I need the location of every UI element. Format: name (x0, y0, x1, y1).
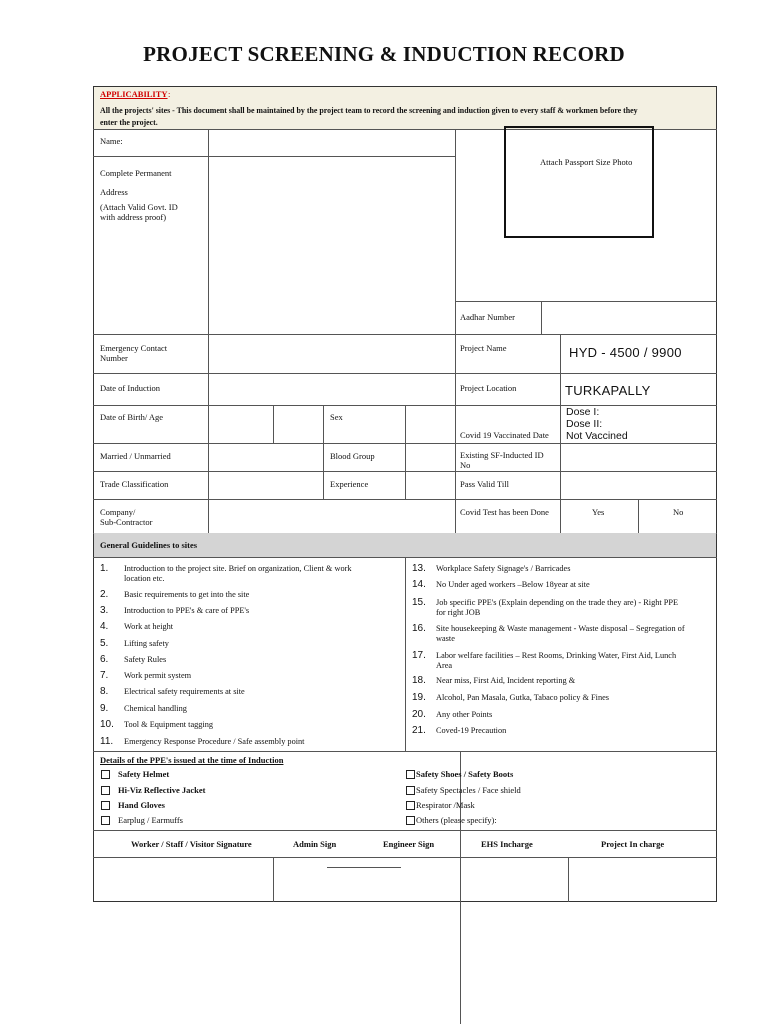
guideline-item: Job specific PPE's (Explain depending on the trade they are) - Right PPE (436, 598, 679, 607)
address-label-line4: with address proof) (100, 212, 167, 222)
rule (93, 751, 717, 752)
trade-classification-field[interactable] (209, 472, 322, 498)
covid-test-no[interactable]: No (673, 507, 684, 517)
admin-sign-label: Admin Sign (293, 839, 337, 849)
guideline-item: Introduction to PPE's & care of PPE's (124, 606, 250, 615)
address-label-line3: (Attach Valid Govt. ID (100, 202, 178, 212)
guideline-number: 4. (100, 621, 109, 632)
guideline-number: 19. (412, 692, 426, 703)
guideline-item: Chemical handling (124, 704, 187, 713)
guideline-item: Electrical safety requirements at site (124, 687, 245, 696)
guideline-number: 14. (412, 579, 426, 590)
guideline-item: No Under aged workers –Below 18year at site (436, 580, 590, 589)
guideline-item: Work at height (124, 622, 174, 631)
rule (93, 830, 717, 831)
blood-group-field[interactable] (406, 444, 454, 470)
rule (455, 129, 456, 533)
ppe-respirator: Respirator /Mask (416, 800, 475, 810)
guideline-item-cont: location etc. (124, 574, 165, 583)
guidelines-heading: General Guidelines to sites (100, 540, 198, 550)
address-label-line1: Complete Permanent (100, 168, 172, 178)
worker-signature-field[interactable] (94, 858, 272, 901)
worker-signature-label: Worker / Staff / Visitor Signature (131, 839, 252, 849)
emergency-label-line1: Emergency Contact (100, 343, 168, 353)
guideline-item: Site housekeeping & Waste management - Waste disposal – Segregation of (436, 624, 685, 633)
name-field[interactable] (209, 130, 454, 155)
covid-test-label: Covid Test has been Done (460, 507, 549, 517)
guideline-item: Near miss, First Aid, Incident reporting & (436, 676, 576, 685)
guideline-number: 2. (100, 589, 109, 600)
guideline-item: Safety Rules (124, 655, 167, 664)
not-vaccined: Not Vaccined (566, 430, 628, 442)
rule (560, 334, 561, 533)
company-label-line1: Company/ (100, 507, 136, 517)
name-label: Name: (100, 136, 123, 146)
checkbox-earplug[interactable] (101, 816, 110, 825)
guideline-number: 21. (412, 725, 426, 736)
blood-group-label: Blood Group (330, 451, 375, 461)
covid-vaccinated-label: Covid 19 Vaccinated Date (460, 430, 549, 440)
dob-label: Date of Birth/ Age (100, 412, 164, 422)
company-label-line2: Sub-Contractor (100, 517, 153, 527)
company-field[interactable] (209, 500, 454, 532)
guideline-number: 10. (100, 719, 114, 730)
guideline-item-cont: waste (436, 634, 455, 643)
sex-label: Sex (330, 412, 343, 422)
checkbox-safety-helmet[interactable] (101, 770, 110, 779)
experience-field[interactable] (406, 472, 454, 498)
guideline-number: 8. (100, 686, 109, 697)
guideline-number: 3. (100, 605, 109, 616)
guideline-item: Introduction to the project site. Brief on organization, Client & work (124, 564, 352, 573)
staff-signatures-field[interactable] (274, 858, 567, 901)
checkbox-hand-gloves[interactable] (101, 801, 110, 810)
guideline-number: 18. (412, 675, 426, 686)
dose-2: Dose II: (566, 418, 603, 430)
ppe-safety-helmet: Safety Helmet (118, 769, 170, 779)
pass-valid-label: Pass Valid Till (460, 479, 509, 489)
ppe-safety-spectacles: Safety Spectacles / Face shield (416, 785, 521, 795)
guideline-item: Any other Points (436, 710, 493, 719)
sex-field[interactable] (406, 406, 454, 442)
ehs-incharge-label: EHS Incharge (481, 839, 533, 849)
age-field[interactable] (274, 406, 322, 442)
guideline-item: Work permit system (124, 671, 192, 680)
checkbox-safety-shoes[interactable] (406, 770, 415, 779)
guideline-number: 9. (100, 703, 109, 714)
photo-label: Attach Passport Size Photo (540, 157, 633, 167)
guideline-number: 11. (100, 736, 114, 747)
photo-box[interactable] (504, 126, 654, 238)
guideline-number: 15. (412, 597, 426, 608)
dose-1: Dose I: (566, 406, 600, 418)
emergency-label-line2: Number (100, 353, 128, 363)
existing-id-field[interactable] (561, 444, 716, 470)
aadhar-label: Aadhar Number (460, 312, 515, 322)
guideline-item-cont: for right JOB (436, 608, 481, 617)
covid-test-yes[interactable]: Yes (592, 507, 605, 517)
rule (405, 557, 406, 751)
ppe-reflective-jacket: Hi-Viz Reflective Jacket (118, 785, 206, 795)
guideline-item-cont: Area (436, 661, 453, 670)
guideline-number: 13. (412, 563, 426, 574)
ppe-hand-gloves: Hand Gloves (118, 800, 165, 810)
checkbox-reflective-jacket[interactable] (101, 786, 110, 795)
guideline-number: 5. (100, 638, 109, 649)
guideline-number: 17. (412, 650, 426, 661)
project-location-label: Project Location (460, 383, 517, 393)
guideline-item: Basic requirements to get into the site (124, 590, 250, 599)
guideline-item: Lifting safety (124, 639, 169, 648)
page-title: PROJECT SCREENING & INDUCTION RECORD (143, 42, 625, 66)
rule (638, 499, 639, 533)
applicability-colon: : (168, 89, 171, 99)
emergency-contact-field[interactable] (209, 335, 454, 372)
existing-id-label-line1: Existing SF-Inducted ID (460, 450, 544, 460)
project-location-value: TURKAPALLY (565, 383, 651, 398)
checkbox-respirator[interactable] (406, 801, 415, 810)
ppe-safety-shoes: Safety Shoes / Safety Boots (416, 769, 514, 779)
guideline-number: 20. (412, 709, 426, 720)
ppe-earplug: Earplug / Earmuffs (118, 815, 183, 825)
guideline-item: Emergency Response Procedure / Safe assembly point (124, 737, 305, 746)
guideline-number: 6. (100, 654, 109, 665)
project-incharge-label: Project In charge (601, 839, 665, 849)
applicability-label: APPLICABILITY (100, 89, 168, 99)
guideline-number: 16. (412, 623, 426, 634)
project-name-label: Project Name (460, 343, 507, 353)
trade-classification-label: Trade Classification (100, 479, 169, 489)
applicability-text-line1: All the projects' sites - This document shall be maintained by the project team to record the screening and induction given to every staff & workmen before they (100, 106, 638, 115)
guideline-number: 7. (100, 670, 109, 681)
guideline-item: Alcohol, Pan Masala, Gutka, Tabaco policy & Fines (436, 693, 610, 702)
guideline-number: 1. (100, 563, 109, 574)
aadhar-field[interactable] (542, 302, 716, 333)
marital-status-label: Married / Unmarried (100, 451, 171, 461)
address-field[interactable] (209, 157, 454, 333)
applicability-text-line2: enter the project. (100, 118, 158, 127)
rule (323, 405, 324, 499)
guideline-item: Coved-19 Precaution (436, 726, 507, 735)
date-of-induction-field[interactable] (209, 374, 454, 404)
ppe-heading: Details of the PPE's issued at the time of Induction (100, 755, 284, 765)
ppe-others: Others (please specify): (416, 815, 497, 825)
guideline-item: Tool & Equipment tagging (124, 720, 214, 729)
checkbox-others[interactable] (406, 816, 415, 825)
pass-valid-field[interactable] (561, 472, 716, 498)
engineer-sign-label: Engineer Sign (383, 839, 435, 849)
existing-id-label-line2: No (460, 460, 471, 470)
guideline-item: Labor welfare facilities – Rest Rooms, Drinking Water, First Aid, Lunch (436, 651, 677, 660)
project-name-value: HYD - 4500 / 9900 (569, 345, 682, 360)
address-label-line2: Address (100, 187, 128, 197)
checkbox-safety-spectacles[interactable] (406, 786, 415, 795)
experience-label: Experience (330, 479, 369, 489)
guideline-item: Workplace Safety Signage's / Barricades (436, 564, 571, 573)
marital-status-field[interactable] (209, 444, 322, 470)
dob-field[interactable] (209, 406, 272, 442)
project-incharge-field[interactable] (569, 858, 716, 901)
date-of-induction-label: Date of Induction (100, 383, 160, 393)
